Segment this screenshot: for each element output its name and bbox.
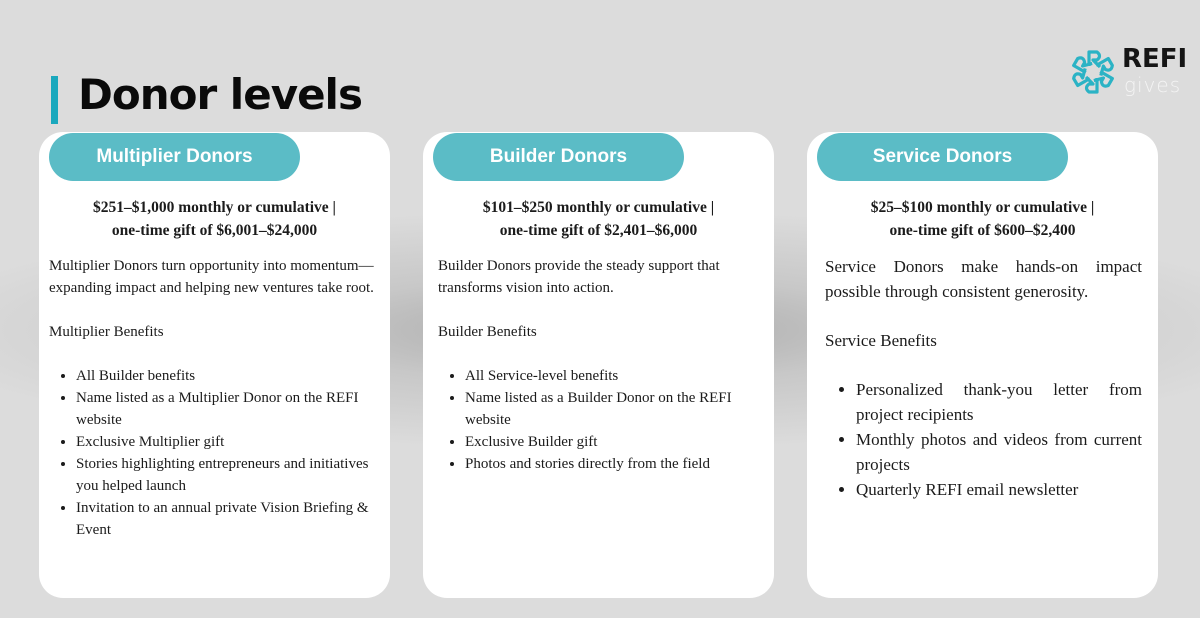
list-item: • All Builder benefits bbox=[76, 365, 376, 387]
range-line: one-time gift of $6,001–$24,000 bbox=[111, 222, 318, 239]
range-line: $25–$100 monthly or cumulative | bbox=[870, 199, 1095, 216]
page-title: Donor levels bbox=[78, 70, 362, 119]
range-line: one-time gift of $2,401–$6,000 bbox=[499, 222, 698, 239]
list-item: • Photos and stories directly from the field bbox=[465, 453, 760, 475]
range-line: $101–$250 monthly or cumulative | bbox=[482, 199, 715, 216]
card-header-pill: Builder Donors bbox=[433, 133, 684, 181]
multiplier-donors-card bbox=[39, 132, 390, 598]
card-header-pill: Multiplier Donors bbox=[49, 133, 300, 181]
list-item: • Invitation to an annual private Vision Briefing & Event bbox=[76, 497, 376, 541]
list-item: • Personalized thank-you letter from project recipients bbox=[856, 377, 1142, 427]
benefits-list bbox=[825, 377, 1142, 502]
list-item: • Exclusive Multiplier gift bbox=[76, 431, 376, 453]
benefits-title: Service Benefits bbox=[825, 331, 937, 350]
logo-subtext: gives bbox=[1124, 73, 1182, 97]
title-accent-bar bbox=[51, 76, 58, 124]
description: Builder Donors provide the steady support that transforms vision into action. bbox=[438, 258, 720, 296]
card-body bbox=[49, 255, 376, 541]
donation-range bbox=[423, 196, 774, 242]
description: Service Donors make hands-on impact possible through consistent generosity. bbox=[825, 257, 1142, 301]
builder-donors-card bbox=[423, 132, 774, 598]
range-line: one-time gift of $600–$2,400 bbox=[889, 222, 1076, 239]
list-item: • Stories highlighting entrepreneurs and initiatives you helped launch bbox=[76, 453, 376, 497]
benefits-title: Multiplier Benefits bbox=[49, 324, 164, 340]
card-body bbox=[438, 255, 760, 475]
description: Multiplier Donors turn opportunity into momentum—expanding impact and helping new ventures take root. bbox=[49, 258, 374, 296]
donation-range bbox=[807, 196, 1158, 242]
list-item: • Name listed as a Builder Donor on the REFI website bbox=[465, 387, 760, 431]
list-item: • Quarterly REFI email newsletter bbox=[856, 477, 1142, 502]
benefits-title: Builder Benefits bbox=[438, 324, 537, 340]
service-donors-card bbox=[807, 132, 1158, 598]
benefits-list bbox=[438, 365, 760, 475]
card-body bbox=[825, 254, 1142, 502]
benefits-list bbox=[49, 365, 376, 541]
list-item: • Name listed as a Multiplier Donor on the REFI website bbox=[76, 387, 376, 431]
list-item: • All Service-level benefits bbox=[465, 365, 760, 387]
list-item: • Monthly photos and videos from current projects bbox=[856, 427, 1142, 477]
list-item: • Exclusive Builder gift bbox=[465, 431, 760, 453]
range-line: $251–$1,000 monthly or cumulative | bbox=[93, 199, 336, 216]
donation-range bbox=[39, 196, 390, 242]
card-header-pill: Service Donors bbox=[817, 133, 1068, 181]
logo-text: REFI bbox=[1122, 44, 1188, 74]
